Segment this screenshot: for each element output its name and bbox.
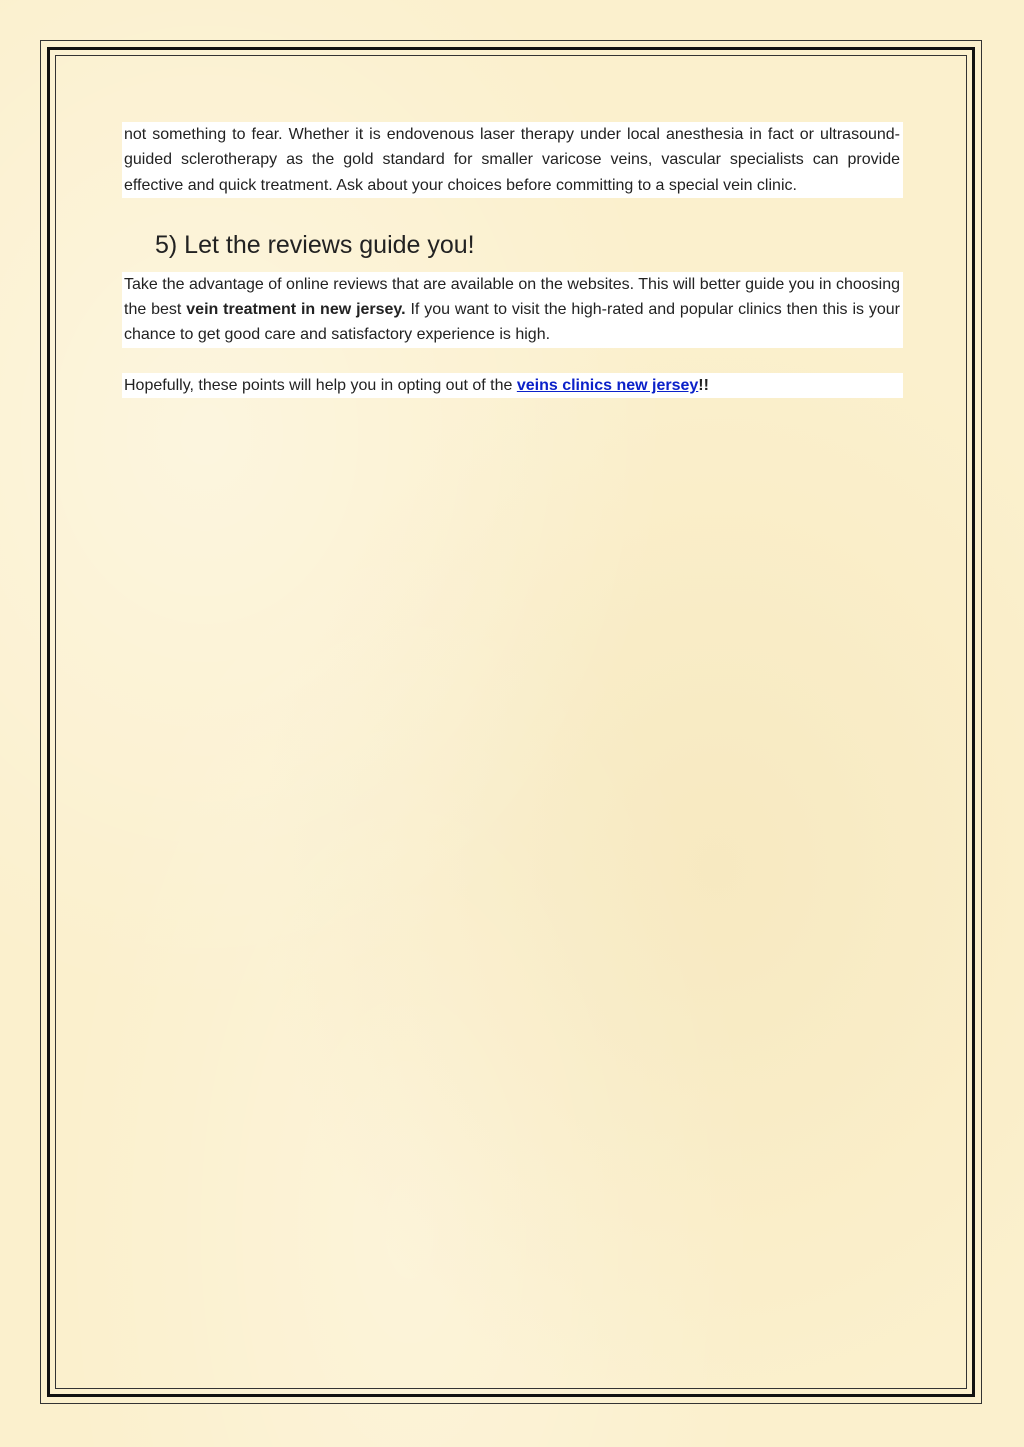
intro-paragraph: not something to fear. Whether it is endovenous laser therapy under local anesthesia in fact or ultrasound-guided sclerotherapy as the gold standard for smaller varicose veins, vascular specialists can provide effective and quick treatment. Ask about your choices before committing to a special vein clinic. [122, 122, 903, 198]
reviews-bold-keyword: vein treatment in new jersey. [186, 301, 406, 319]
section-heading: 5) Let the reviews guide you! [155, 230, 475, 259]
closing-exclamation: !! [698, 376, 709, 394]
veins-clinics-link[interactable]: veins clinics new jersey [516, 376, 699, 394]
reviews-text-after: If you want to visit the high-rated and popular clinics then this is your chance to get good care and satisfactory experience is high. [124, 301, 901, 344]
closing-paragraph [122, 373, 903, 398]
reviews-text-before: Take the advantage of online reviews that are available on the websites. This will better guide you in choosing the best [124, 275, 900, 319]
closing-text-before: Hopefully, these points will help you in opting out of the [124, 376, 517, 394]
document-content [122, 122, 903, 398]
reviews-paragraph [122, 272, 903, 348]
